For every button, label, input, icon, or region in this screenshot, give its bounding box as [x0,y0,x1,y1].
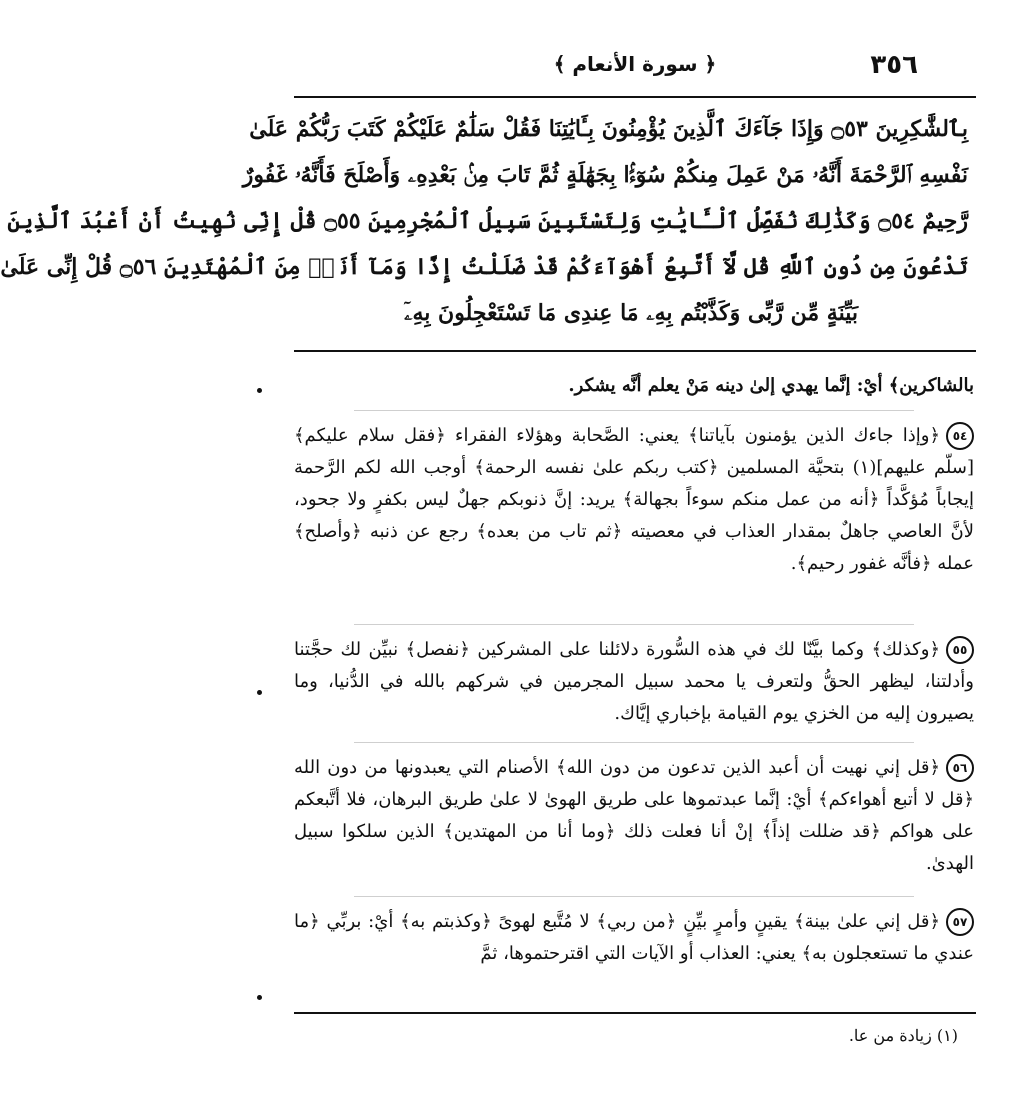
verse-number-marker: ٥٤ [946,422,974,450]
page-header [294,50,976,90]
footnote-divider [294,1012,976,1014]
footnote: (١) زيادة من عا. [848,1026,958,1045]
paragraph-divider [354,410,914,412]
commentary-text: ﴿وإذا جاءك الذين يؤمنون بآياتنا﴾ يعني: الصَّحابة وهؤلاء الفقراء ﴿فقل سلام عليكم﴾ [سلّم عليهم](١) بتحيَّة المسلمين ﴿كتب ربكم علىٰ نفسه الرحمة﴾ أوجب الله لكم الرَّحمة إيجاباً مُؤكَّداً ﴿أنه من عمل منكم سوءاً بجهالة﴾ يريد: إنَّ ذنوبكم جهلٌ ليس بكفرٍ ولا جحود، لأنَّ العاصي جاهلٌ بمقدار العذاب في معصيته ﴿ثم تاب من بعده﴾ رجع عن ذنبه ﴿وأصلح﴾ عمله ﴿فأنَّه غفور رحيم﴾. [294,425,974,574]
quran-line: نَفْسِهِ ٱلرَّحْمَةَ أَنَّهُۥ مَنْ عَمِلَ مِنكُمْ سُوٓءًۢا بِجَهَٰلَةٍ ثُمَّ تَابَ مِنۢ بَعْدِهِۦ وَأَصْلَحَ فَأَنَّهُۥ غَفُورٌ [242,162,968,188]
commentary-text: بالشاكرين﴾ أيْ: إنَّما يهدي إلىٰ دينه مَنْ يعلم أنَّه يشكر. [568,375,974,396]
commentary-paragraph-53 [294,370,974,402]
surah-title: ﴿ سورة الأنعام ﴾ [553,52,717,76]
paragraph-divider [354,742,914,744]
commentary-text: ﴿وكذلك﴾ وكما بيَّنّا لك في هذه السُّورة دلائلنا على المشركين ﴿نفصل﴾ نبيِّن لك حجَّتنا وأدلتنا، ليظهر الحقُّ ولتعرف يا محمد سبيل المجرمين في شركهم بالله في الدُّنيا، وما يصيرون إليه من الخزي يوم القيامة بإخباري إيَّاك. [294,639,974,724]
margin-dot [257,690,262,695]
paragraph-divider [354,624,914,626]
commentary-text: ﴿قل إني علىٰ بينة﴾ يقينٍ وأمرٍ بيِّنٍ ﴿من ربي﴾ لا مُتَّبع لهوىً ﴿وكذبتم به﴾ أيْ: بربِّي ﴿ما عندي ما تستعجلون به﴾ يعني: العذاب أو الآيات التي اقترحتموها، ثمَّ [294,911,974,964]
quran-line: تَدْعُونَ مِن دُونِ ٱللَّهِ قُل لَّآ أَتَّبِعُ أَهْوَآءَكُمْ قَدْ ضَلَلْتُ إِذًا وَمَآ أَنَا۠ مِنَ ٱلْمُهْتَدِينَ ۝٥٦ قُلْ إِنِّى عَلَىٰ [0,254,968,280]
quran-text-block [0,106,968,336]
commentary-paragraph-57 [294,906,974,976]
quran-line: رَّحِيمٌ ۝٥٤ وَكَذَٰلِكَ نُفَصِّلُ ٱلْـَٔايَٰتِ وَلِتَسْتَبِينَ سَبِيلُ ٱلْمُجْرِمِينَ ۝٥٥ قُلْ إِنِّى نُهِيتُ أَنْ أَعْبُدَ ٱلَّذِينَ [7,208,968,234]
commentary-paragraph-56 [294,752,974,888]
quran-line: بَيِّنَةٍ مِّن رَّبِّى وَكَذَّبْتُم بِهِۦ مَا عِندِى مَا تَسْتَعْجِلُونَ بِهِۦٓ [404,300,858,326]
page-number: ٣٥٦ [870,50,918,80]
commentary-paragraph-54 [294,420,974,616]
margin-dot [257,388,262,393]
margin-dot [257,995,262,1000]
verse-number-marker: ٥٧ [946,908,974,936]
paragraph-divider [354,896,914,898]
commentary-paragraph-55 [294,634,974,734]
quran-line: بِٱلشَّٰكِرِينَ ۝٥٣ وَإِذَا جَآءَكَ ٱلَّذِينَ يُؤْمِنُونَ بِـَٔايَٰتِنَا فَقُلْ سَلَٰمٌ عَلَيْكُمْ كَتَبَ رَبُّكُمْ عَلَىٰ [249,116,968,142]
verse-number-marker: ٥٦ [946,754,974,782]
commentary-text: ﴿قل إني نهيت أن أعبد الذين تدعون من دون الله﴾ الأصنام التي يعبدونها من دون الله ﴿قل لا أتبع أهواءكم﴾ أيْ: إنَّما عبدتموها على طريق الهوىٰ لا علىٰ طريق البرهان، فلا أتَّبعكم على هواكم ﴿قد ضللت إذاً﴾ إنْ أنا فعلت ذلك ﴿وما أنا من المهتدين﴾ الذين سلكوا سبيل الهدىٰ. [294,757,974,874]
quran-divider [294,350,976,352]
header-divider [294,96,976,98]
verse-number-marker: ٥٥ [946,636,974,664]
commentary-block [294,370,974,976]
